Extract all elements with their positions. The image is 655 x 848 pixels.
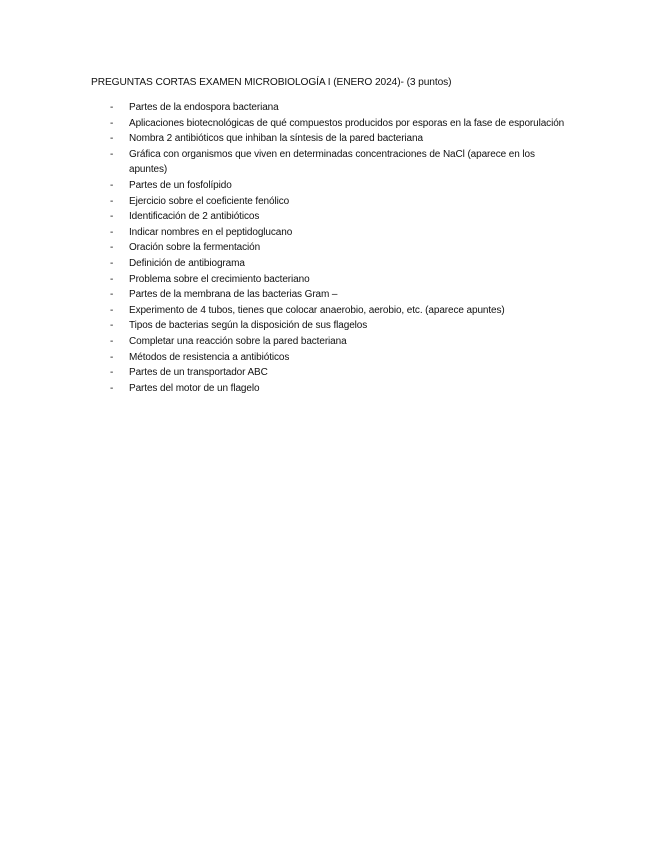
question-text: Tipos de bacterias según la disposición de sus flagelos — [129, 320, 368, 332]
question-item — [110, 240, 570, 256]
question-item — [110, 303, 570, 319]
question-item — [110, 116, 570, 132]
question-item — [110, 334, 570, 350]
bullet-dash: - — [110, 102, 114, 113]
bullet-dash: - — [110, 195, 114, 207]
bullet-dash: - — [110, 320, 114, 332]
bullet-dash: - — [110, 273, 114, 285]
question-text: Oración sobre la fermentación — [129, 242, 261, 254]
question-item — [110, 194, 570, 210]
question-item — [110, 318, 570, 334]
question-text: Nombra 2 antibióticos que inhiban la síntesis de la pared bacteriana — [129, 133, 423, 145]
question-item — [110, 100, 570, 116]
bullet-dash: - — [110, 242, 114, 254]
question-text: Problema sobre el crecimiento bacteriano — [129, 273, 310, 285]
question-item — [110, 178, 570, 194]
bullet-dash: - — [110, 148, 114, 160]
question-text: Aplicaciones biotecnológicas de qué compuestos producidos por esporas en la fase de esporulación — [129, 117, 565, 129]
question-text: Ejercicio sobre el coeficiente fenólico — [129, 195, 290, 207]
question-item — [110, 365, 570, 381]
question-text: Partes del motor de un flagelo — [129, 382, 260, 394]
bullet-dash: - — [110, 382, 114, 394]
question-item — [110, 147, 570, 178]
bullet-dash: - — [110, 226, 114, 238]
bullet-dash: - — [110, 335, 114, 347]
bullet-dash: - — [110, 289, 114, 301]
bullet-dash: - — [110, 211, 114, 223]
question-text: Partes de un transportador ABC — [129, 367, 268, 379]
question-item — [110, 131, 570, 147]
question-text: Definición de antibiograma — [129, 257, 245, 269]
bullet-dash: - — [110, 179, 114, 191]
bullet-dash: - — [110, 257, 114, 269]
question-text: Experimento de 4 tubos, tienes que colocar anaerobio, aerobio, etc. (aparece apuntes) — [129, 304, 505, 316]
bullet-dash: - — [110, 133, 114, 145]
question-text: Identificación de 2 antibióticos — [129, 211, 260, 223]
question-text: Gráfica con organismos que viven en determinadas concentraciones de NaCl (aparece en los apuntes) — [129, 148, 535, 176]
question-text: Partes de la endospora bacteriana — [129, 102, 279, 113]
question-text: Indicar nombres en el peptidoglucano — [129, 226, 293, 238]
question-text: Partes de la membrana de las bacterias Gram – — [129, 289, 338, 301]
question-item — [110, 209, 570, 225]
question-text: Completar una reacción sobre la pared bacteriana — [129, 335, 347, 347]
question-text: Métodos de resistencia a antibióticos — [129, 351, 290, 363]
question-item — [110, 350, 570, 366]
document-title: PREGUNTAS CORTAS EXAMEN MICROBIOLOGÍA I (ENERO 2024)- (3 puntos) — [91, 77, 452, 88]
question-item — [110, 272, 570, 288]
bullet-dash: - — [110, 304, 114, 316]
bullet-dash: - — [110, 351, 114, 363]
question-item — [110, 287, 570, 303]
question-text: Partes de un fosfolípido — [129, 179, 232, 191]
question-item — [110, 381, 570, 397]
question-item — [110, 256, 570, 272]
bullet-dash: - — [110, 367, 114, 379]
bullet-dash: - — [110, 117, 114, 129]
question-list — [110, 100, 570, 396]
question-item — [110, 225, 570, 241]
